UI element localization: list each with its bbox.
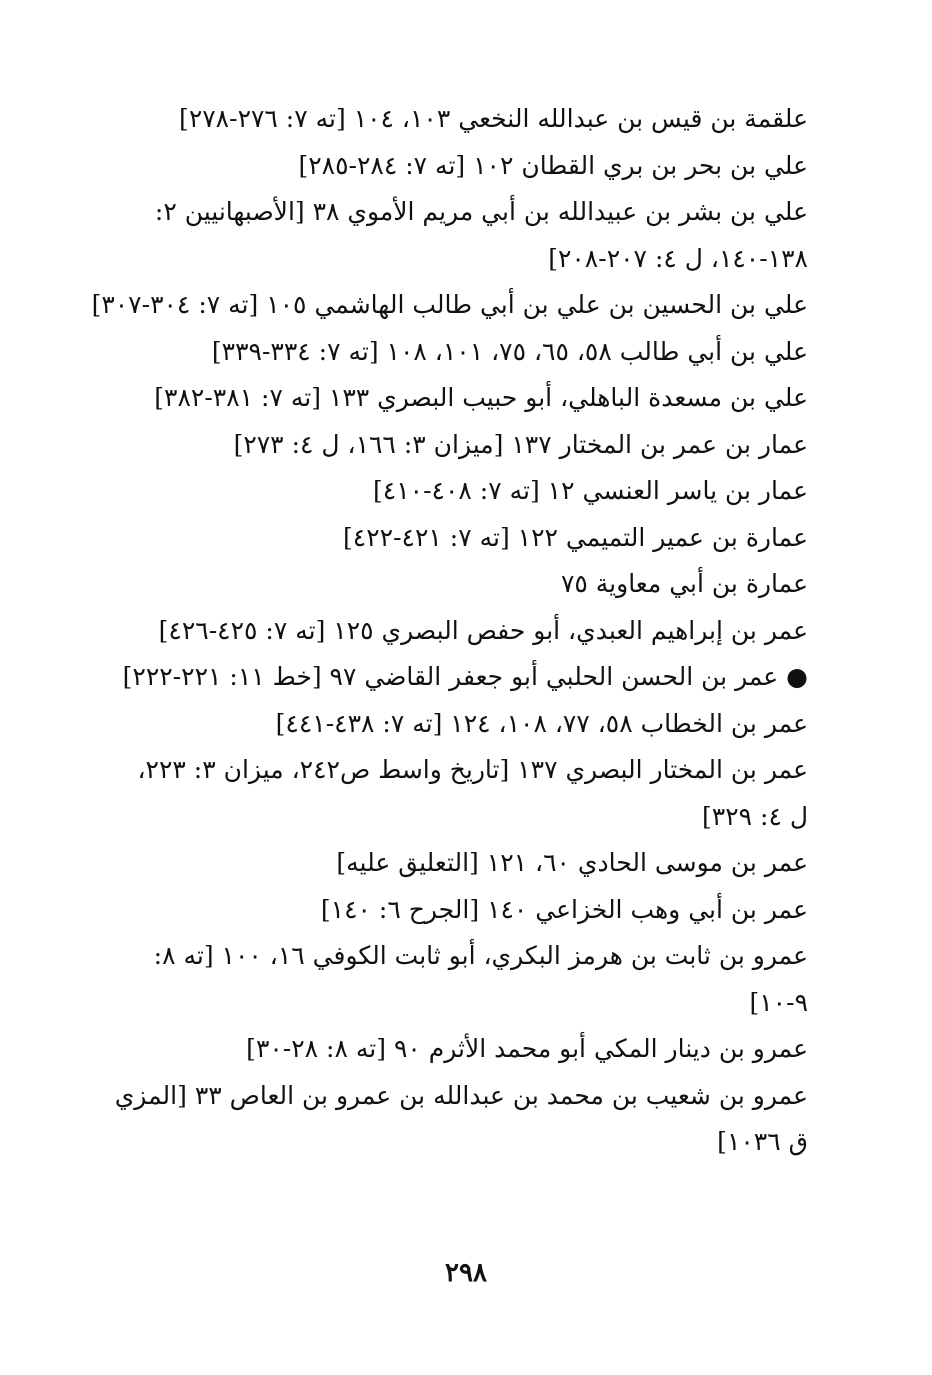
index-entry: [108, 887, 808, 934]
entry-continuation: ٩-١٠]: [749, 987, 808, 1017]
entry-line: علي بن أبي طالب ٥٨، ٦٥، ٧٥، ١٠١، ١٠٨ [ته ٧: ٣٣٤-٣٣٩]: [211, 336, 808, 366]
index-entry: [108, 143, 808, 190]
index-entry: [108, 701, 808, 748]
entry-line: عمر بن المختار البصري ١٣٧ [تاريخ واسط ص٢٤٢، ميزان ٣: ٢٢٣،: [137, 755, 808, 784]
index-entry: [108, 561, 808, 608]
entry-line: عمر بن موسى الحادي ٦٠، ١٢١ [التعليق عليه]: [336, 848, 808, 877]
index-entry: [108, 608, 808, 655]
entry-continuation: ل ٤: ٣٢٩]: [702, 801, 808, 831]
index-entry: [108, 189, 808, 282]
index-entry: [108, 654, 808, 701]
entry-line: عمار بن ياسر العنسي ١٢ [ته ٧: ٤٠٨-٤١٠]: [373, 476, 808, 505]
index-entry: [108, 933, 808, 1026]
index-entry: [108, 1026, 808, 1073]
entry-line: عمر بن الخطاب ٥٨، ٧٧، ١٠٨، ١٢٤ [ته ٧: ٤٣٨-٤٤١]: [275, 708, 808, 738]
entry-line: عمر بن إبراهيم العبدي، أبو حفص البصري ١٢٥ [ته ٧: ٤٢٥-٤٢٦]: [158, 615, 808, 645]
entry-line: عمرو بن ثابت بن هرمز البكري، أبو ثابت الكوفي ١٦، ١٠٠ [ته ٨:: [153, 941, 808, 970]
index-entry: [108, 375, 808, 422]
index-entry: [108, 468, 808, 515]
index-entries-list: [91, 96, 808, 1166]
entry-line: عمر بن أبي وهب الخزاعي ١٤٠ [الجرح ٦: ١٤٠]: [320, 894, 808, 924]
index-entry: [108, 96, 808, 143]
entry-line: عمارة بن عمير التميمي ١٢٢ [ته ٧: ٤٢١-٤٢٢]: [343, 522, 808, 552]
entry-line: علي بن بحر بن بري القطان ١٠٢ [ته ٧: ٢٨٤-٢٨٥]: [298, 150, 808, 180]
entry-line: علي بن الحسين بن علي بن أبي طالب الهاشمي ١٠٥ [ته ٧: ٣٠٤-٣٠٧]: [91, 290, 808, 319]
entry-line: علقمة بن قيس بن عبدالله النخعي ١٠٣، ١٠٤ [ته ٧: ٢٧٦-٢٧٨]: [179, 104, 808, 133]
index-entry: [108, 515, 808, 562]
index-entry: [108, 329, 808, 376]
entry-line: علي بن بشر بن عبيدالله بن أبي مريم الأموي ٣٨ [الأصبهانيين ٢:: [154, 197, 808, 226]
entry-continuation: ١٣٨-١٤٠، ل ٤: ٢٠٧-٢٠٨]: [548, 243, 808, 273]
entry-line: ● عمر بن الحسن الحلبي أبو جعفر القاضي ٩٧ [خط ١١: ٢٢١-٢٢٢]: [122, 662, 808, 691]
entry-line: عمرو بن شعيب بن محمد بن عبدالله بن عمرو بن العاص ٣٣ [المزي: [114, 1080, 808, 1110]
index-entry: [108, 422, 808, 469]
entry-line: عمارة بن أبي معاوية ٧٥: [560, 569, 808, 598]
index-entry: [91, 282, 808, 329]
entry-line: علي بن مسعدة الباهلي، أبو حبيب البصري ١٣٣ [ته ٧: ٣٨١-٣٨٢]: [154, 383, 808, 412]
index-entry: [108, 1073, 808, 1166]
entry-line: عمار بن عمر بن المختار ١٣٧ [ميزان ٣: ١٦٦، ل ٤: ٢٧٣]: [233, 429, 808, 459]
page-number: ٢٩٨: [445, 1258, 487, 1288]
entry-line: عمرو بن دينار المكي أبو محمد الأثرم ٩٠ [ته ٨: ٢٨-٣٠]: [246, 1034, 808, 1063]
entry-continuation: ق ١٠٣٦]: [717, 1127, 808, 1156]
index-entry: [108, 840, 808, 887]
index-entry: [108, 747, 808, 840]
